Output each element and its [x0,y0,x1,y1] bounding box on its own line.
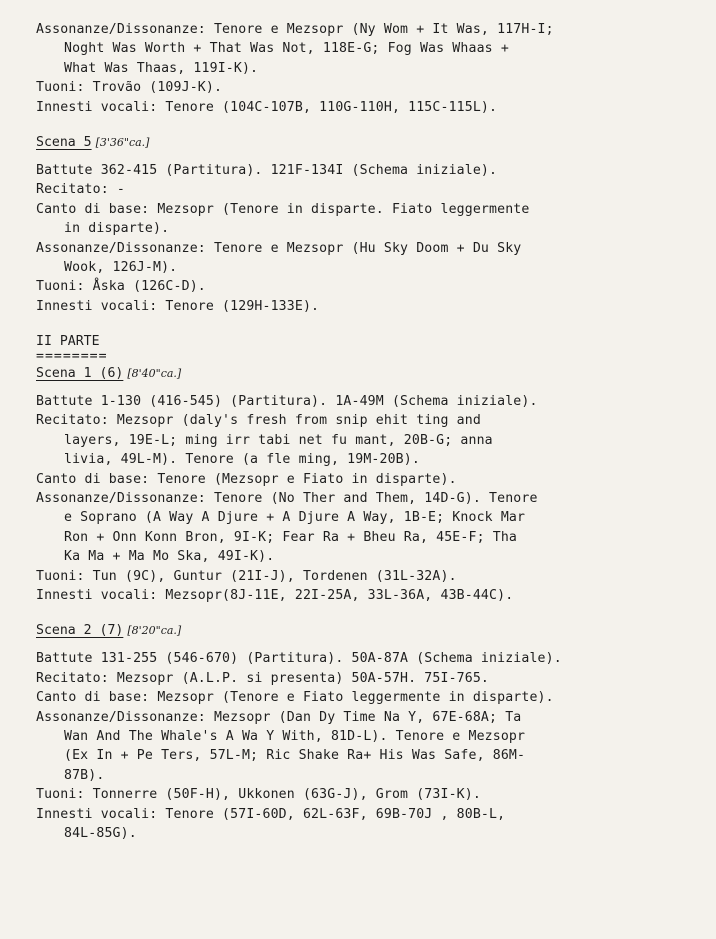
text-line: livia, 49L-M). Tenore (a fle ming, 19M-20B). [64,452,420,468]
text-line: Battute 362-415 (Partitura). 121F-134I (Schema iniziale). [36,162,498,178]
text-line: What Was Thaas, 119I-K). [64,60,259,76]
handwritten-duration-note: [8'20"ca.] [127,624,182,638]
text-line: Innesti vocali: Mezsopr(8J-11E, 22I-25A, 33L-36A, 43B-44C). [36,587,514,603]
text-line: Assonanze/Dissonanze: Tenore e Mezsopr (Hu Sky Doom + Du Sky [36,240,522,256]
typescript-page [36,20,706,843]
spacer [36,605,706,621]
handwritten-duration-note: [8'40"ca.] [127,367,182,381]
handwritten-duration-note: [3'36"ca.] [95,135,150,149]
text-line: Wan And The Whale's A Wa Y With, 81D-L). Tenore e Mezsopr [64,728,526,744]
text-line: Innesti vocali: Tenore (104C-107B, 110G-110H, 115C-115L). [36,99,498,115]
scene-heading [36,364,706,384]
text-line: Ka Ma + Ma Mo Ska, 49I-K). [64,549,275,565]
text-line: Tuoni: Tonnerre (50F-H), Ukkonen (63G-J), Grom (73I-K). [36,787,481,803]
text-line: Battute 131-255 (546-670) (Partitura). 50A-87A (Schema iniziale). [36,651,562,667]
text-line: e Soprano (A Way A Djure + A Djure A Way, 1B-E; Knock Mar [64,510,526,526]
text-line: Ron + Onn Konn Bron, 9I-K; Fear Ra + Bheu Ra, 45E-F; Tha [64,529,518,545]
text-line: 84L-85G). [64,825,137,841]
text-line: in disparte). [64,221,170,237]
spacer [36,384,706,392]
text-line: Recitato: Mezsopr (A.L.P. si presenta) 50A-57H. 75I-765. [36,670,490,686]
text-line: Canto di base: Tenore (Mezsopr e Fiato in disparte). [36,471,457,487]
scene-title: Scena 5 [36,134,92,150]
text-line: Assonanze/Dissonanze: Mezsopr (Dan Dy Time Na Y, 67E-68A; Ta [36,709,522,725]
text-line: Innesti vocali: Tenore (57I-60D, 62L-63F, 69B-70J , 80B-L, [36,806,506,822]
text-line: (Ex In + Pe Ters, 57L-M; Ric Shake Ra+ His Was Safe, 86M- [64,748,526,764]
text-line: Innesti vocali: Tenore (129H-133E). [36,298,320,314]
text-line: Assonanze/Dissonanze: Tenore (No Ther and Them, 14D-G). Tenore [36,491,538,507]
scene-title: Scena 2 (7) [36,623,124,639]
text-line: Tuoni: Tun (9C), Guntur (21I-J), Tordenen (31L-32A). [36,568,457,584]
text-line: Assonanze/Dissonanze: Tenore e Mezsopr (Ny Wom + It Was, 117H-I; [36,22,554,37]
spacer [36,641,706,649]
text-line: Recitato: Mezsopr (daly's fresh from snip ehit ting and [36,413,481,429]
text-line: Noght Was Worth + That Was Not, 118E-G; Fog Was Whaas + [64,41,509,57]
text-line: Canto di base: Mezsopr (Tenore e Fiato leggermente in disparte). [36,690,554,706]
spacer [36,117,706,133]
spacer [36,153,706,161]
spacer [36,316,706,332]
text-line: Recitato: - [36,182,125,198]
text-line: Tuoni: Åska (126C-D). [36,279,206,295]
text-line: 87B). [64,767,105,783]
text-line: layers, 19E-L; ming irr tabi net fu mant, 20B-G; anna [64,432,493,448]
text-line: Battute 1-130 (416-545) (Partitura). 1A-49M (Schema iniziale). [36,394,538,410]
text-line: Tuoni: Trovão (109J-K). [36,80,223,96]
text-line: Canto di base: Mezsopr (Tenore in disparte. Fiato leggermente [36,201,530,217]
part-heading-underline: ======== [36,349,108,365]
scene-title: Scena 1 (6) [36,366,124,382]
part-heading: II PARTE [36,334,100,350]
text-line: Wook, 126J-M). [64,259,178,275]
scene-heading [36,133,706,153]
scene-heading [36,621,706,641]
